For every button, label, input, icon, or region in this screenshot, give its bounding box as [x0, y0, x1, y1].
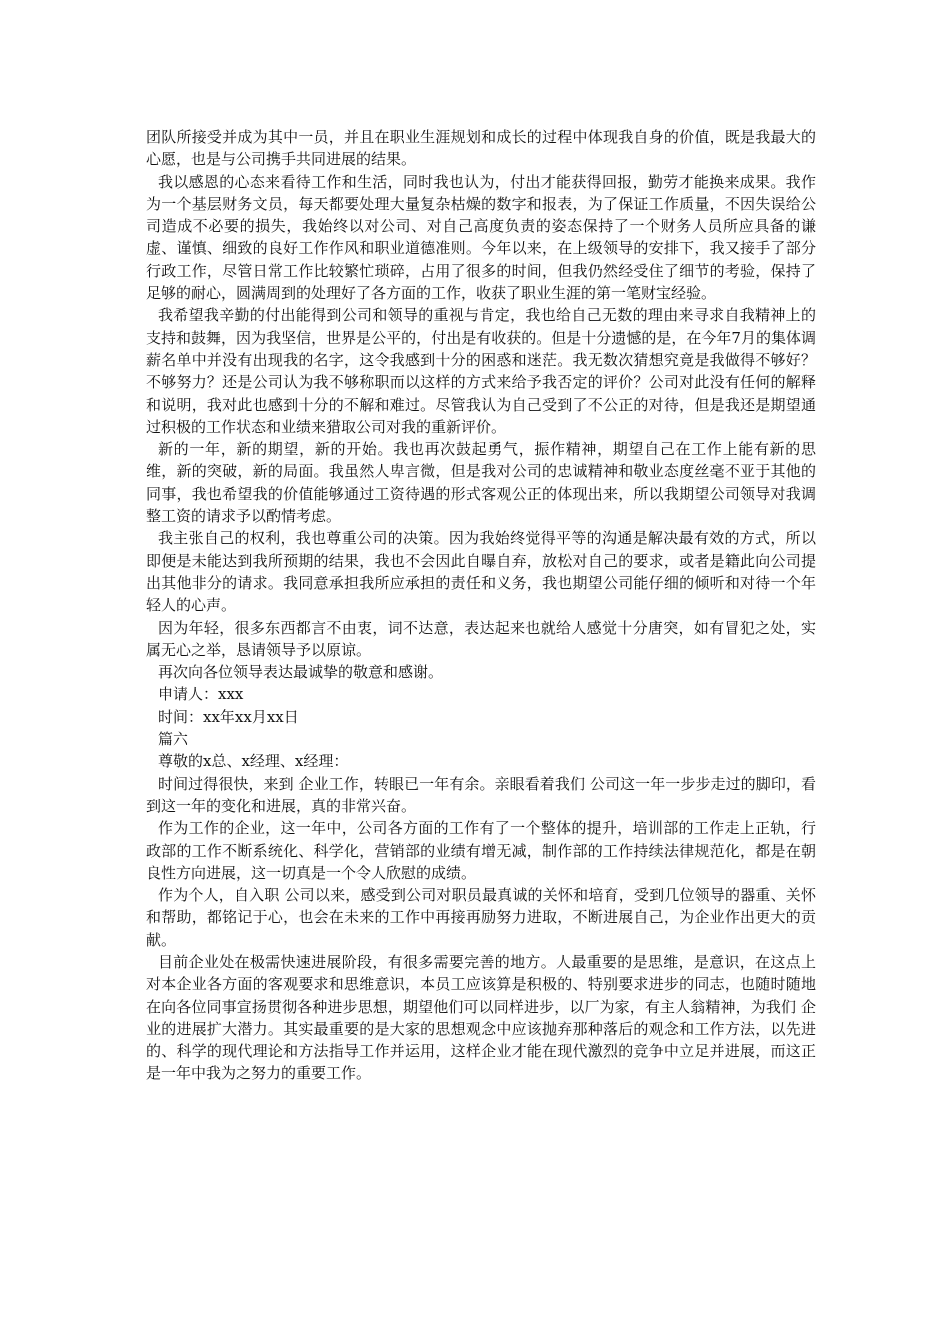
paragraph-9: 作为个人，自入职 公司以来，感受到公司对职员最真诚的关怀和培育，受到几位领导的器重、关怀和帮助，都铭记于心，也会在未来的工作中再接再励努力进取，不断进展自己，为企业作出更大的贡献。: [146, 886, 816, 949]
paragraph-10: 目前企业处在极需快速进展阶段，有很多需要完善的地方。人最重要的是思维，是意识，在这点上对本企业各方面的客观要求和思维意识，本员工应该算是积极的、特别要求进步的同志，也随时随地在向各位同事宣扬贯彻各种进步思想，期望他们可以同样进步，以厂为家，有主人翁精神，为我们 企业的进展扩大潜力。其实最重要的是大家的思想观念中应该抛弃那种落后的观念和工作方法，以先进的、科学的现代理论和方法指导工作并运用，这样企业才能在现代激烈的竞争中立足并进展，而这正是一年中我为之努力的重要工作。: [146, 952, 816, 1083]
paragraph-4: 新的一年，新的期望，新的开始。我也再次鼓起勇气，振作精神，期望自己在工作上能有新的思维，新的突破，新的局面。我虽然人卑言微，但是我对公司的忠诚精神和敬业态度丝毫不亚于其他的同事，我也希望我的价值能够通过工资待遇的形式客观公正的体现出来，所以我期望公司领导对我调整工资的请求予以酌情考虑。: [146, 440, 816, 526]
paragraph-1: 团队所接受并成为其中一员，并且在职业生涯规划和成长的过程中体现我自身的价值，既是我最大的心愿，也是与公司携手共同进展的结果。: [146, 128, 816, 169]
paragraph-5: 我主张自己的权利，我也尊重公司的决策。因为我始终觉得平等的沟通是解决最有效的方式，所以即便是未能达到我所预期的结果，我也不会因此自曝自弃，放松对自己的要求，或者是籍此向公司提出其他非分的请求。我同意承担我所应承担的责任和义务，我也期望公司能仔细的倾听和对待一个年轻人的心声。: [146, 529, 816, 615]
applicant-line: 申请人：xxx: [158, 685, 244, 704]
closing-thanks: 再次向各位领导表达最诚挚的敬意和感谢。: [158, 663, 444, 682]
paragraph-6: 因为年轻，很多东西都言不由衷，词不达意，表达起来也就给人感觉十分唐突，如有冒犯之处，实属无心之举，恳请领导予以原谅。: [146, 618, 816, 659]
paragraph-3: 我希望我辛勤的付出能得到公司和领导的重视与肯定，我也给自己无数的理由来寻求自我精神上的支持和鼓舞，因为我坚信，世界是公平的，付出是有收获的。但是十分遗憾的是，在今年7月的集体调薪名单中并没有出现我的名字，这令我感到十分的困惑和迷茫。我无数次猜想究竟是我做得不够好？不够努力？还是公司认为我不够称职而以这样的方式来给予我否定的评价？公司对此没有任何的解释和说明，我对此也感到十分的不解和难过。尽管我认为自己受到了不公正的对待，但是我还是期望通过积极的工作状态和业绩来猎取公司对我的重新评价。: [146, 306, 816, 436]
paragraph-2: 我以感恩的心态来看待工作和生活，同时我也认为，付出才能获得回报，勤劳才能换来成果。我作为一个基层财务文员，每天都要处理大量复杂枯燥的数字和报表，为了保证工作质量，不因失误给公司造成不必要的损失，我始终以对公司、对自己高度负责的姿态保持了一个财务人员所应具备的谦虚、谨慎、细致的良好工作作风和职业道德准则。今年以来，在上级领导的安排下，我又接手了部分行政工作，尽管日常工作比较繁忙琐碎，占用了很多的时间，但我仍然经受住了细节的考验，保持了足够的耐心，圆满周到的处理好了各方面的工作，收获了职业生涯的第一笔财宝经验。: [146, 172, 816, 303]
date-line: 时间：xx年xx月xx日: [158, 707, 299, 726]
salutation: 尊敬的x总、x经理、x经理：: [158, 752, 349, 771]
document-page: [146, 126, 816, 1085]
paragraph-7: 时间过得很快，来到 企业工作，转眼已一年有余。亲眼看着我们 公司这一年一步步走过的脚印，看到这一年的变化和进展，真的非常兴奋。: [146, 774, 816, 815]
paragraph-8: 作为工作的企业，这一年中，公司各方面的工作有了一个整体的提升，培训部的工作走上正轨，行政部的工作不断系统化、科学化，营销部的业绩有增无减，制作部的工作持续法律规范化，都是在朝良性方向进展，这一切真是一个令人欣慰的成绩。: [146, 819, 816, 882]
section-heading: 篇六: [158, 730, 189, 749]
